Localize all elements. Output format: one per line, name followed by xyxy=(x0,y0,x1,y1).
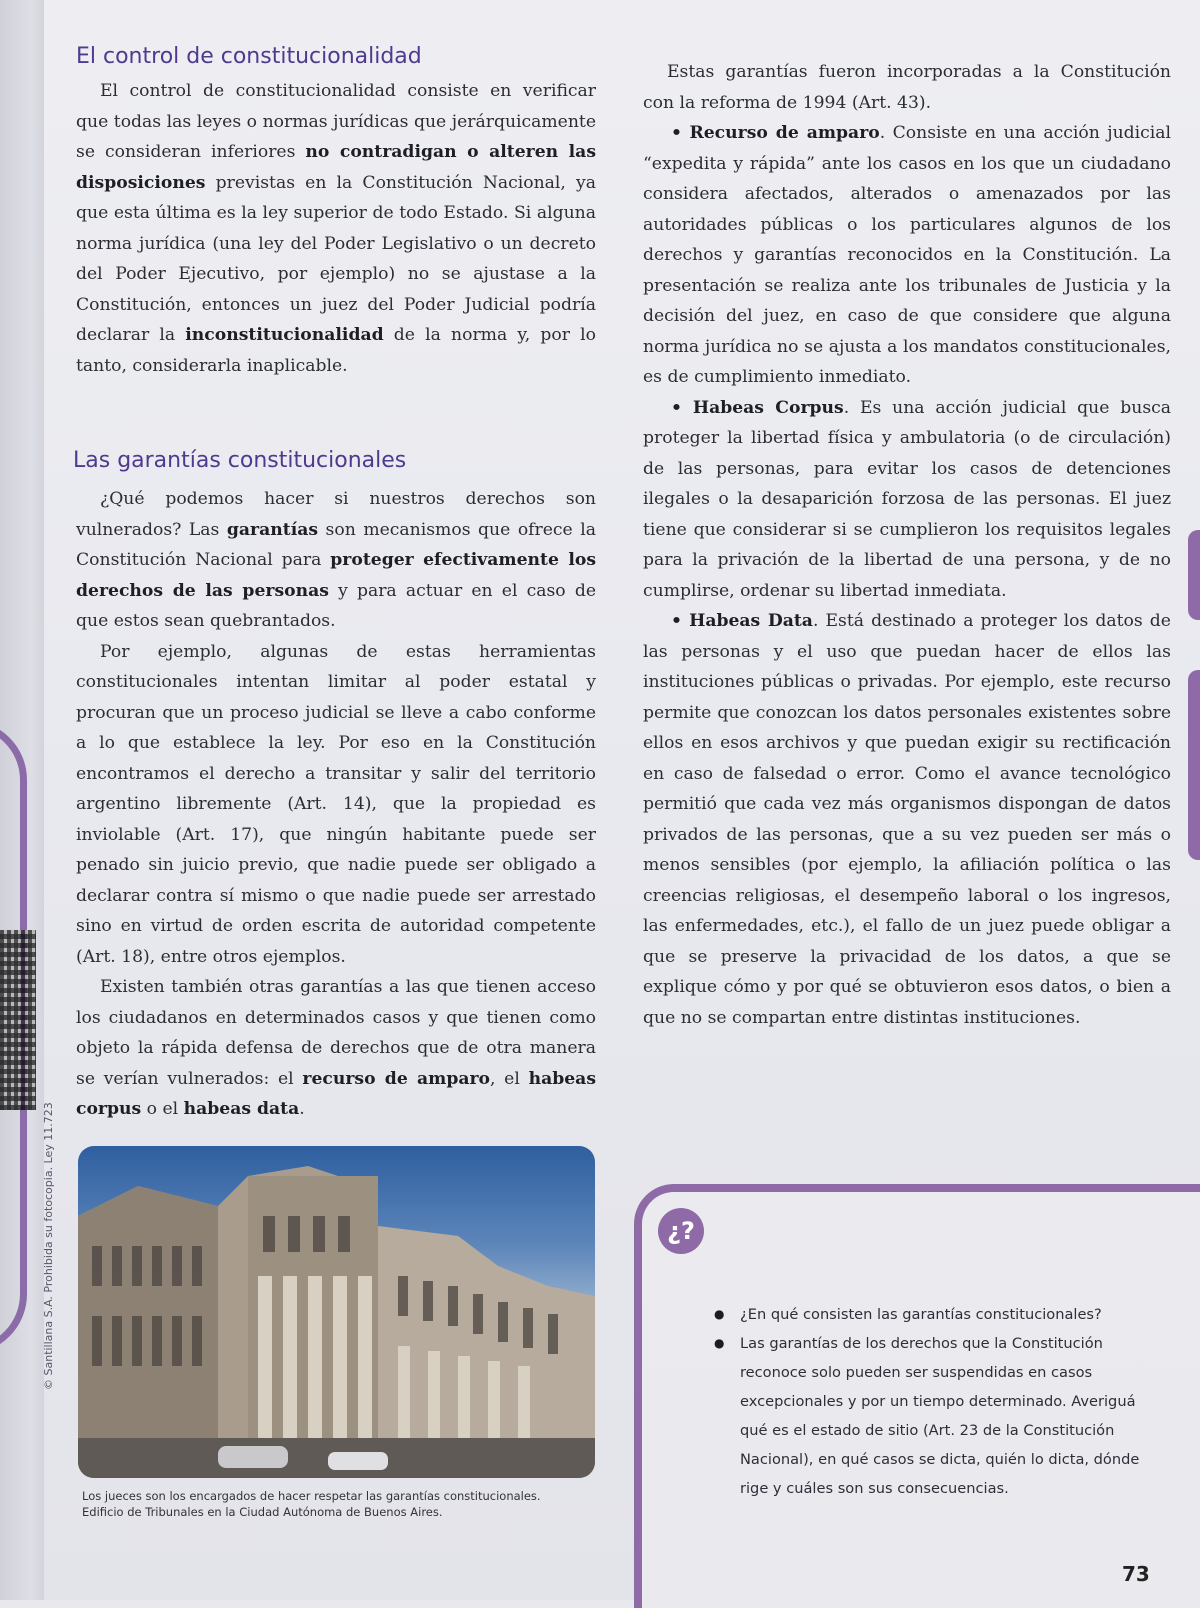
previous-page-edge xyxy=(0,0,44,1600)
bullet-amparo: • Recurso de amparo. Consiste en una acción judicial “expedita y rápida” ante los casos en los que un ciudadano considera afectados, alterados o amenazados por las autoridades públicas o los particulares algunos de los derechos y garantías reconocidos en la Constitución. La presentación se realiza ante los tribunales de Justicia y la decisión del juez, en caso de que considere que alguna norma jurídica no se ajusta a los mandatos constitucionales, es de cumplimiento inmediato. xyxy=(643,123,1172,387)
activity-questions xyxy=(716,1300,1156,1503)
paragraph-garantias-2: Por ejemplo, algunas de estas herramientas constitucionales intentan limitar al poder estatal y procuran que un proceso judicial se lleve a cabo conforme a lo que establece la ley. Por eso en la Constitución encontramos el derecho a transitar y salir del territorio argentino libremente (Art. 14), que la propiedad es inviolable (Art. 17), que ningún habitante puede ser penado sin juicio previo, que nadie puede ser obligado a declarar contra sí mismo o que nadie puede ser arrestado sino en virtud de orden escrita de autoridad competente (Art. 18), entre otros ejemplos. xyxy=(76,641,596,967)
left-column xyxy=(76,70,596,381)
courthouse-photo xyxy=(78,1146,595,1478)
qr-code-icon xyxy=(0,930,36,1110)
copyright-notice: © Santillana S.A. Prohibida su fotocopia. Ley 11.723 xyxy=(42,1102,55,1390)
section-title-control: El control de constitucionalidad xyxy=(76,44,422,69)
question-item: ● ¿En qué consisten las garantías constitucionales? xyxy=(716,1300,1156,1329)
photo-caption: Los jueces son los encargados de hacer respetar las garantías constitucionales. Edificio de Tribunales en la Ciudad Autónoma de Buenos Aires. xyxy=(82,1489,541,1519)
bullet-glyph: • xyxy=(671,123,682,143)
bullet-glyph: • xyxy=(671,397,682,418)
page-number: 73 xyxy=(1122,1562,1150,1586)
paragraph-intro: Estas garantías fueron incorporadas a la Constitución con la reforma de 1994 (Art. 43). xyxy=(643,62,1171,113)
page-tab-marker xyxy=(1188,670,1200,860)
paragraph-control: El control de constitucionalidad consiste en verificar que todas las leyes o normas jurídicas que jerárquicamente se consideran inferiores no contradigan o alteren las disposiciones previstas en la Constitución Nacional, ya que esta última es la ley superior de todo Estado. Si alguna norma jurídica (una ley del Poder Legislativo o un decreto del Poder Ejecutivo, por ejemplo) no se ajustase a la Constitución, entonces un juez del Poder Judicial podría declarar la inconstitucionalidad de la norma y, por lo tanto, considerarla inaplicable. xyxy=(76,81,596,376)
bullet-glyph: • xyxy=(671,611,682,631)
bullet-habeas-corpus: • Habeas Corpus. Es una acción judicial que busca proteger la libertad física y ambulatoria (o de circulación) de las personas, para evitar los casos de detenciones ilegales o la desaparición forzosa de las personas. El juez tiene que considerar si se cumplieron los requisitos legales para la privación de la libertad de una persona, y de no cumplirse, ordenar su libertad inmediata. xyxy=(643,397,1172,601)
question-item: ● Las garantías de los derechos que la Constitución reconoce solo pueden ser suspendidas en casos excepcionales y por un tiempo determinado. Averiguá qué es el estado de sitio (Art. 23 de la Constitución Nacional), en qué casos se dicta, quién lo dicta, dónde rige y cuáles son sus consecuencias. xyxy=(716,1329,1156,1503)
courthouse-illustration xyxy=(78,1146,595,1478)
paragraph-garantias-3: Existen también otras garantías a las que tienen acceso los ciudadanos en determinados casos y que tienen como objeto la rápida defensa de derechos que de otra manera se verían vulnerados: el recurso de amparo, el habeas corpus o el habeas data. xyxy=(76,977,596,1119)
left-column-garantias xyxy=(76,484,596,1125)
section-title-garantias: Las garantías constitucionales xyxy=(73,448,407,473)
right-column xyxy=(643,57,1171,1033)
page-tab-marker xyxy=(1188,530,1200,620)
bullet-habeas-data: • Habeas Data. Está destinado a proteger los datos de las personas y el uso que puedan hacer de ellos las instituciones públicas o privadas. Por ejemplo, este recurso permite que conozcan los datos personales existentes sobre ellos en esos archivos y que puedan exigir su rectificación en caso de falsedad o error. Como el avance tecnológico permitió que cada vez más organismos dispongan de datos privados de las personas, que a su vez pueden ser más o menos sensibles (por ejemplo, la afiliación política o las creencias religiosas, el desempeño laboral o los ingresos, las enfermedades, etc.), el fallo de un juez puede obligar a que se preserve la privacidad de los datos, a que se explique cómo y por qué se obtuvieron esos datos, o bien a que no se compartan entre distintas instituciones. xyxy=(643,611,1171,1028)
question-badge-icon: ¿? xyxy=(658,1208,704,1254)
paragraph-garantias-1: ¿Qué podemos hacer si nuestros derechos son vulnerados? Las garantías son mecanismos que ofrece la Constitución Nacional para proteger efectivamente los derechos de las personas y para actuar en el caso de que estos sean quebrantados. xyxy=(76,489,597,631)
